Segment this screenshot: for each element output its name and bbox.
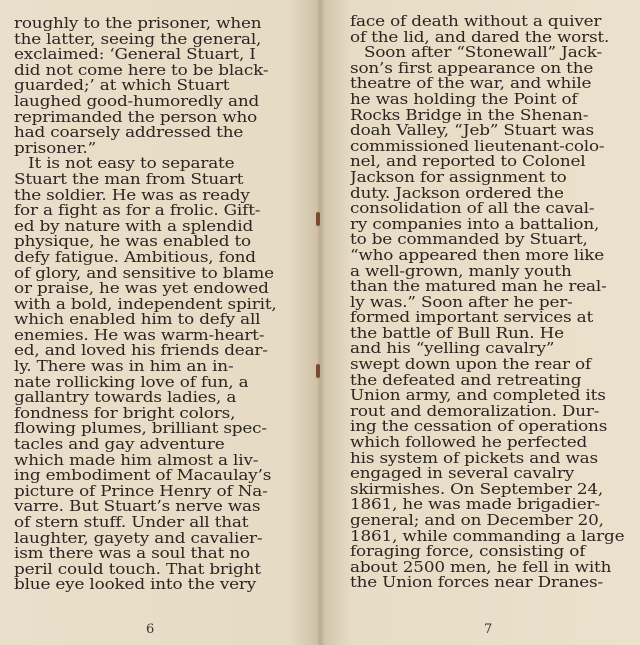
text-line: defy fatigue. Ambitious, fond bbox=[14, 249, 256, 266]
text-line: It is not easy to separate bbox=[28, 156, 235, 172]
text-line: had coarsely addressed the bbox=[14, 125, 244, 141]
text-line: of stern stuff. Under all that bbox=[14, 515, 249, 531]
text-line: ly. There was in him an in- bbox=[14, 359, 234, 375]
text-line: ly was.” Soon after he per- bbox=[350, 294, 573, 311]
text-line: 1861, he was made brigadier- bbox=[350, 497, 600, 513]
right-page-text bbox=[350, 14, 640, 591]
text-line: for a fight as for a frolic. Gift- bbox=[14, 203, 261, 219]
right-page bbox=[324, 0, 640, 645]
gutter-stain bbox=[316, 212, 320, 226]
text-line: “who appeared then more like bbox=[350, 247, 604, 264]
text-line: doah Valley, “Jeb” Stuart was bbox=[350, 123, 594, 139]
text-line: gallantry towards ladies, a bbox=[14, 390, 237, 406]
text-line: which enabled him to defy all bbox=[14, 312, 261, 328]
text-line: varre. But Stuart’s nerve was bbox=[14, 499, 261, 515]
text-line: prisoner.” bbox=[14, 140, 97, 157]
left-page bbox=[0, 0, 312, 645]
text-line: the soldier. He was as ready bbox=[14, 187, 250, 204]
text-line: ed by nature with a splendid bbox=[14, 218, 254, 235]
text-line: general; and on December 20, bbox=[350, 513, 604, 529]
text-line: blue eye looked into the very bbox=[14, 577, 257, 593]
text-line: Jackson for assignment to bbox=[350, 169, 567, 186]
text-line: nel, and reported to Colonel bbox=[350, 154, 586, 170]
text-line: Union army, and completed its bbox=[350, 388, 606, 404]
text-line: than the matured man he real- bbox=[350, 279, 607, 295]
text-line: nate rollicking love of fun, a bbox=[14, 374, 249, 391]
text-line: 1861, while commanding a large bbox=[350, 528, 625, 545]
left-page-text bbox=[14, 16, 290, 593]
text-line: theatre of the war, and while bbox=[350, 76, 592, 92]
text-line: or praise, he was yet endowed bbox=[14, 281, 269, 297]
text-line: which made him almost a liv- bbox=[14, 452, 259, 469]
text-line: of the lid, and dared the worst. bbox=[350, 29, 610, 46]
text-line: roughly to the prisoner, when bbox=[14, 16, 262, 32]
text-line: laughter, gayety and cavalier- bbox=[14, 530, 263, 547]
text-line: ry companies into a battalion, bbox=[350, 216, 600, 233]
text-line: Soon after “Stonewall” Jack- bbox=[364, 45, 603, 61]
text-line: consolidation of all the caval- bbox=[350, 201, 595, 217]
text-line: Rocks Bridge in the Shenan- bbox=[350, 107, 589, 124]
text-line: reprimanded the person who bbox=[14, 109, 258, 126]
text-line: skirmishes. On September 24, bbox=[350, 481, 604, 498]
text-line: a well-grown, manly youth bbox=[350, 263, 572, 280]
text-line: the latter, seeing the general, bbox=[14, 31, 262, 48]
text-line: tacles and gay adventure bbox=[14, 437, 225, 453]
text-line: son’s first appearance on the bbox=[350, 60, 594, 77]
text-line: the defeated and retreating bbox=[350, 372, 582, 389]
text-line: rout and demoralization. Dur- bbox=[350, 403, 600, 420]
text-line: exclaimed: ‘General Stuart, I bbox=[14, 47, 256, 63]
text-line: duty. Jackson ordered the bbox=[350, 185, 564, 202]
text-line: enemies. He was warm-heart- bbox=[14, 327, 265, 344]
text-line: Stuart the man from Stuart bbox=[14, 171, 244, 188]
text-line: of glory, and sensitive to blame bbox=[14, 265, 274, 282]
text-line: ism there was a soul that no bbox=[14, 546, 250, 562]
text-line: to be commanded by Stuart, bbox=[350, 232, 588, 248]
text-line: which followed he perfected bbox=[350, 435, 588, 451]
text-line: ed, and loved his friends dear- bbox=[14, 343, 268, 360]
text-line: ing the cessation of operations bbox=[350, 419, 608, 436]
right-page-number: 7 bbox=[484, 622, 493, 637]
left-page-number: 6 bbox=[146, 622, 155, 637]
text-line: guarded;’ at which Stuart bbox=[14, 78, 230, 94]
text-line: face of death without a quiver bbox=[350, 14, 602, 30]
text-line: commissioned lieutenant-colo- bbox=[350, 138, 605, 155]
text-line: the Union forces near Dranes- bbox=[350, 575, 604, 591]
text-line: flowing plumes, brilliant spec- bbox=[14, 421, 267, 438]
text-line: laughed good-humoredly and bbox=[14, 93, 260, 110]
text-line: with a bold, independent spirit, bbox=[14, 296, 277, 313]
text-line: formed important services at bbox=[350, 310, 594, 326]
text-line: ing embodiment of Macaulay’s bbox=[14, 468, 272, 484]
text-line: his system of pickets and was bbox=[350, 450, 598, 467]
text-line: picture of Prince Henry of Na- bbox=[14, 483, 268, 500]
text-line: swept down upon the rear of bbox=[350, 357, 592, 373]
text-line: foraging force, consisting of bbox=[350, 544, 586, 560]
text-line: about 2500 men, he fell in with bbox=[350, 559, 612, 576]
gutter-stain bbox=[316, 364, 320, 378]
text-line: peril could touch. That bright bbox=[14, 561, 261, 578]
text-line: physique, he was enabled to bbox=[14, 234, 252, 250]
text-line: did not come here to be black- bbox=[14, 62, 269, 79]
text-line: engaged in several cavalry bbox=[350, 466, 575, 482]
text-line: and his “yelling cavalry” bbox=[350, 341, 555, 358]
text-line: he was holding the Point of bbox=[350, 91, 578, 108]
text-line: fondness for bright colors, bbox=[14, 405, 236, 422]
text-line: the battle of Bull Run. He bbox=[350, 325, 564, 342]
